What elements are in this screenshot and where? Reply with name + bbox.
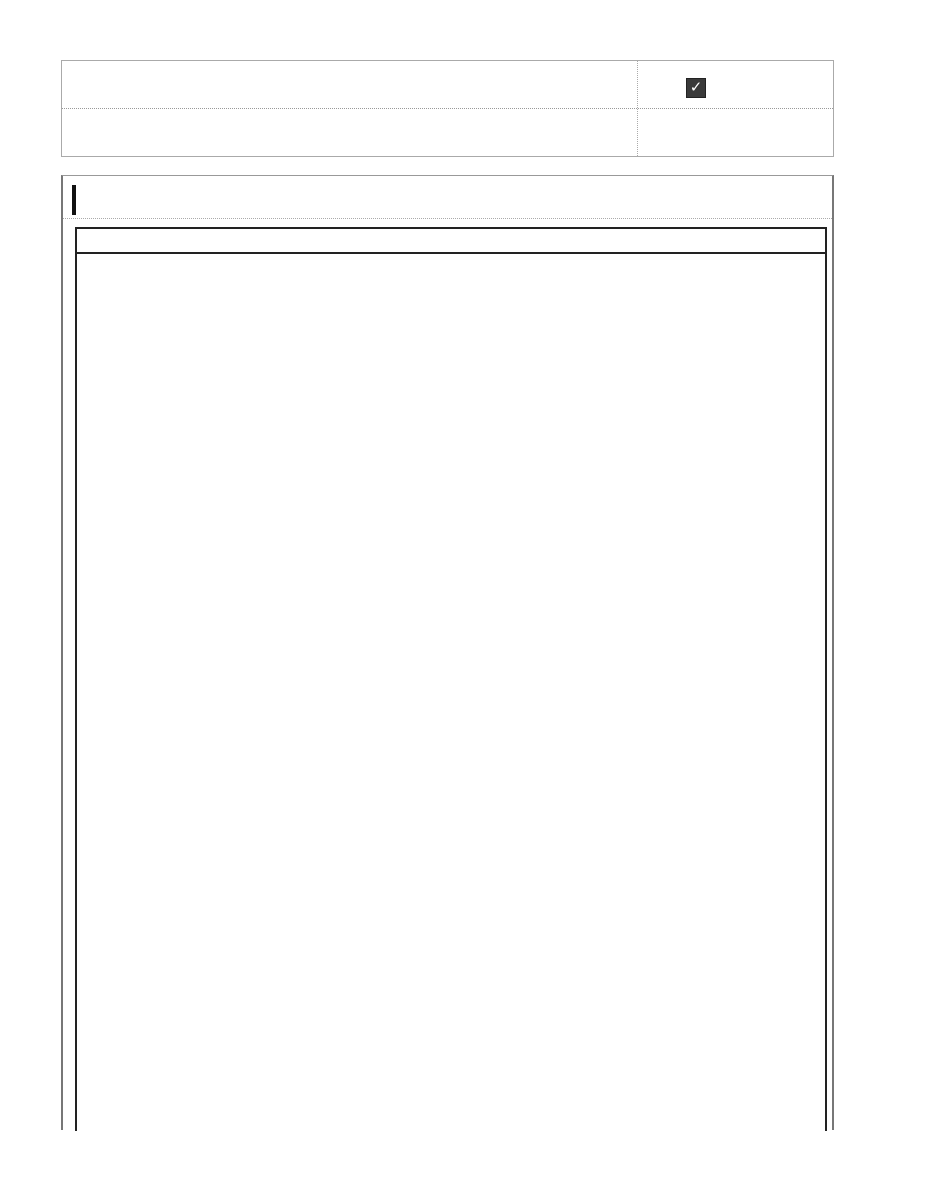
detailed-history-section [61,175,834,1130]
print-header [0,6,932,26]
history-header [63,176,832,219]
recall-row [62,61,833,109]
summary-box [61,60,834,157]
checkmark-icon: ✓ [686,78,706,98]
history-table [75,227,827,1131]
table-header-rule [77,252,825,254]
carfax-logo [72,185,76,215]
summary-divider [637,61,638,156]
warranty-row [62,108,833,157]
